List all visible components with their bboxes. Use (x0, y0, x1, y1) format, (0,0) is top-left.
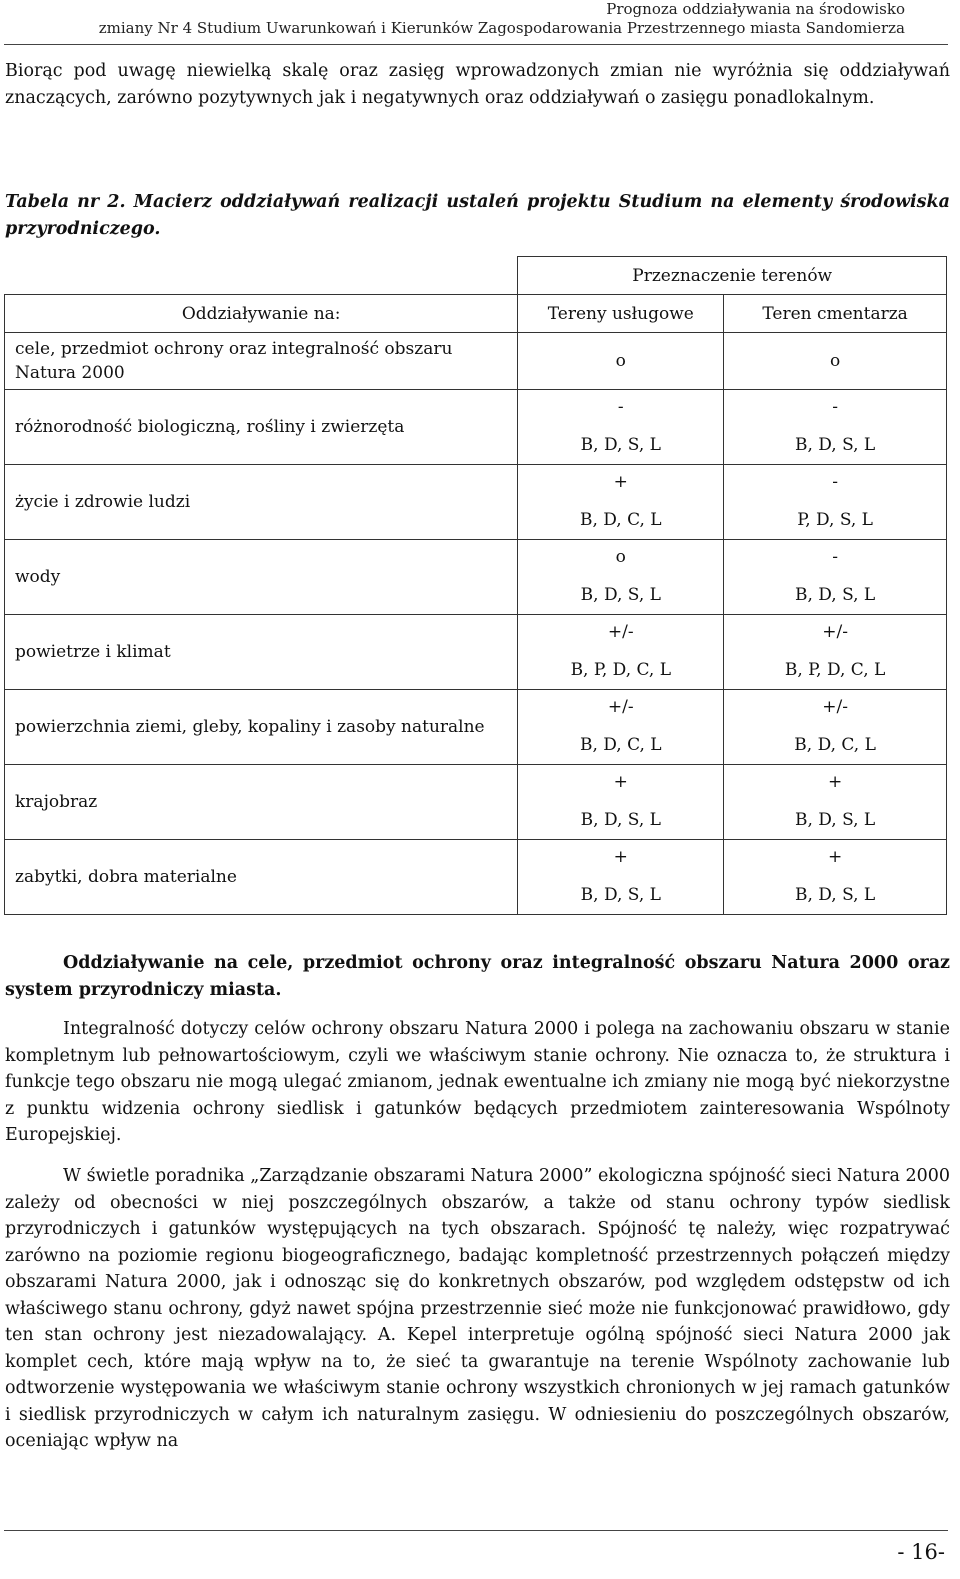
cell (724, 615, 947, 690)
row-label: cele, przedmiot ochrony oraz integralność obszaru Natura 2000 (5, 333, 518, 390)
table-row (5, 615, 947, 690)
cell-code: B, D, C, L (794, 735, 876, 755)
table-row (5, 390, 947, 465)
cell-symbol: +/- (607, 622, 634, 642)
cell-symbol: - (832, 397, 838, 417)
cell-code: B, D, S, L (794, 585, 876, 605)
cell-symbol: - (617, 397, 624, 417)
cell-code: B, P, D, C, L (570, 660, 671, 680)
body-paragraph-2: W świetle poradnika „Zarządzanie obszarami Natura 2000” ekologiczna spójność sieci Natura 2000 zależy od obecności w niej poszczególnych obszarów, a także od stanu ochrony typów siedlisk przyrodniczych i gatunków występujących na tych obszarach. Spójność tę należy, więc rozpatrywać zarówno na poziomie regionu biogeograficznego, badając kompletność przestrzennych połączeń między obszarami Natura 2000, jak i odnosząc się do konkretnych obszarów, pod względem odstępstw od ich właściwego stanu ochrony, gdyż nawet spójna przestrzennie sieć może nie funkcjonować prawidłowo, gdy ten stan ochrony jest niezadowalający. A. Kepel interpretuje ogólną spójność sieci Natura 2000 jak komplet cech, które mają wpływ na to, że sieć ta gwarantuje na terenie Wspólnoty zachowanie lub odtworzenie występowania we właściwym stanie ochrony wszystkich chronionych w jej ramach gatunków i siedlisk przyrodniczych w całym ich naturalnym zasięgu. W odniesieniu do poszczególnych obszarów, oceniając wpływ na (5, 1166, 950, 1451)
cell (518, 465, 724, 540)
cell-code: P, D, S, L (797, 510, 873, 530)
row-label: powietrze i klimat (5, 615, 518, 690)
cell-symbol: - (832, 547, 838, 567)
table-caption: Tabela nr 2. Macierz oddziaływań realizacji ustaleń projektu Studium na elementy środowiska przyrodniczego. (5, 192, 950, 239)
cell (724, 390, 947, 465)
cell-code: B, D, S, L (580, 585, 661, 605)
cell (518, 615, 724, 690)
cell-code: B, D, S, L (580, 885, 661, 905)
table-row (5, 540, 947, 615)
row-label: zabytki, dobra materialne (5, 840, 518, 915)
cell-symbol: + (827, 772, 843, 792)
cell-symbol: o (724, 333, 947, 390)
cell (724, 765, 947, 840)
row-label: powierzchnia ziemi, gleby, kopaliny i zasoby naturalne (5, 690, 518, 765)
cell-symbol: o (518, 333, 724, 390)
cell-symbol: - (832, 472, 838, 492)
page-header (0, 0, 905, 38)
cell (518, 390, 724, 465)
row-label: krajobraz (5, 765, 518, 840)
table-row (5, 840, 947, 915)
col-header-uslugowe: Tereny usługowe (518, 295, 724, 333)
cell-code: B, D, S, L (794, 435, 876, 455)
cell (724, 465, 947, 540)
body-paragraph-1: Integralność dotyczy celów ochrony obszaru Natura 2000 i polega na zachowaniu obszaru w stanie kompletnym lub pełnowartościowym, czyli we właściwym stanie ochrony. Nie oznacza to, że struktura i funkcje tego obszaru nie mogą ulegać zmianom, jednak ewentualne ich zmiany nie mogą być niekorzystne z punktu widzenia ochrony siedlisk i gatunków będących przedmiotem zainteresowania Wspólnoty Europejskiej. (5, 1019, 950, 1145)
col-header-cmentarz: Teren cmentarza (724, 295, 947, 333)
cell-code: B, P, D, C, L (784, 660, 886, 680)
row-label: różnorodność biologiczną, rośliny i zwierzęta (5, 390, 518, 465)
cell-code: B, D, S, L (580, 435, 661, 455)
header-rule (4, 44, 948, 45)
cell (724, 840, 947, 915)
cell-symbol: + (827, 847, 843, 867)
group-header: Przeznaczenie terenów (518, 257, 947, 295)
table-row (5, 765, 947, 840)
cell (724, 690, 947, 765)
cell-symbol: +/- (822, 697, 848, 717)
cell-code: B, D, S, L (794, 885, 876, 905)
cell (518, 690, 724, 765)
footer-rule (4, 1530, 948, 1531)
intro-paragraph: Biorąc pod uwagę niewielką skalę oraz zasięg wprowadzonych zmian nie wyróżnia się oddziaływań znaczących, zarówno pozytywnych jak i negatywnych oraz oddziaływań o zasięgu ponadlokalnym. (5, 61, 950, 108)
cell-symbol: o (615, 547, 626, 567)
table-row (5, 465, 947, 540)
cell-symbol: +/- (822, 622, 848, 642)
page-number: - 16- (897, 1540, 945, 1564)
cell-code: B, D, C, L (579, 735, 662, 755)
cell-symbol: + (613, 847, 628, 867)
cell-code: B, D, C, L (579, 510, 662, 530)
table-corner (5, 257, 518, 295)
row-label: wody (5, 540, 518, 615)
table-row (5, 690, 947, 765)
header-subtitle: zmiany Nr 4 Studium Uwarunkowań i Kierunków Zagospodarowania Przestrzennego miasta Sandomierza (98, 19, 905, 37)
row-header: Oddziaływanie na: (5, 295, 518, 333)
cell (518, 840, 724, 915)
table-row (5, 333, 947, 390)
cell-code: B, D, S, L (580, 810, 661, 830)
cell-symbol: + (613, 472, 628, 492)
section-heading: Oddziaływanie na cele, przedmiot ochrony oraz integralność obszaru Natura 2000 oraz system przyrodniczy miasta. (5, 953, 950, 1000)
header-title: Prognoza oddziaływania na środowisko (606, 0, 905, 18)
cell (518, 540, 724, 615)
cell-symbol: + (613, 772, 628, 792)
cell (518, 765, 724, 840)
cell-code: B, D, S, L (794, 810, 876, 830)
impact-matrix-table (4, 256, 947, 915)
cell (724, 540, 947, 615)
cell-symbol: +/- (607, 697, 634, 717)
row-label: życie i zdrowie ludzi (5, 465, 518, 540)
